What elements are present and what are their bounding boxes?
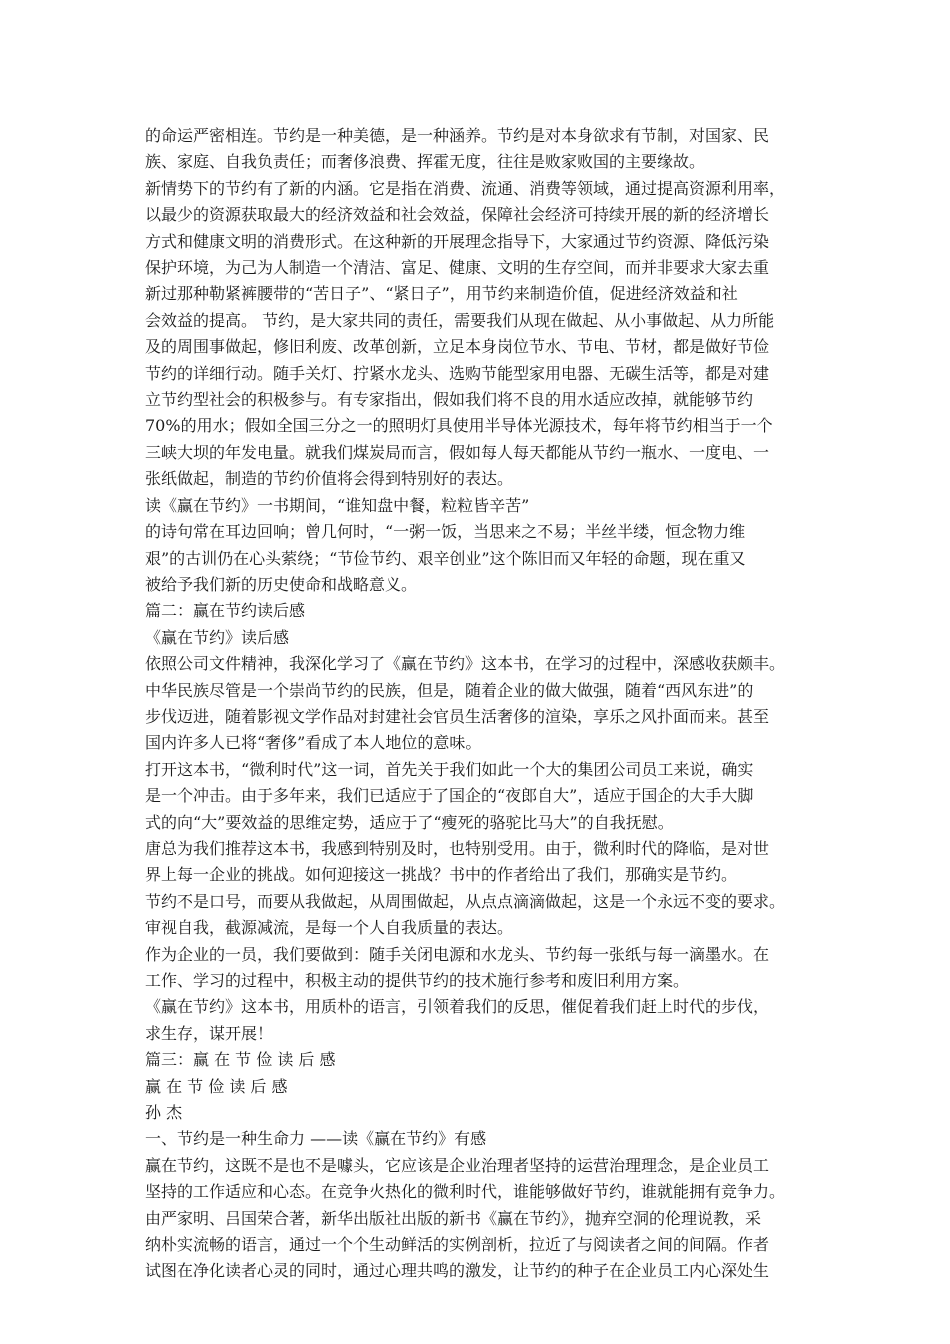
text-line: 作为企业的一员，我们要做到：随手关闭电源和水龙头、节约每一张纸与每一滴墨水。在 — [145, 944, 770, 964]
text-line: 新过那种勒紧裤腰带的“苦日子”、“紧日子”，用节约来制造价值，促进经济效益和社 — [145, 284, 738, 304]
text-line: 式的向“大”要效益的思维定势，适应于了“瘦死的骆驼比马大”的自我抚慰。 — [145, 812, 674, 832]
text-line: 立节约型社会的积极参与。有专家指出，假如我们将不良的用水适应改掉，就能够节约 — [145, 390, 754, 410]
document-page — [145, 123, 815, 1285]
text-line: 以最少的资源获取最大的经济效益和社会效益，保障社会经济可持续开展的新的经济增长 — [145, 205, 770, 225]
text-line: 篇三：赢 在 节 俭 读 后 感 — [145, 1050, 336, 1070]
text-line: 节约的详细行动。随手关灯、拧紧水龙头、选购节能型家用电器、无碳生活等，都是对建 — [145, 363, 770, 383]
text-line: 被给予我们新的历史使命和战略意义。 — [145, 574, 418, 594]
text-line: 赢 在 节 俭 读 后 感 — [145, 1076, 288, 1096]
text-line: 《赢在节约》读后感 — [145, 627, 290, 647]
text-line: 及的周围事做起，修旧利废、改革创新，立足本身岗位节水、节电、节材，都是做好节俭 — [145, 337, 770, 357]
text-line: 纳朴实流畅的语言，通过一个个生动鲜活的实例剖析，拉近了与阅读者之间的间隔。作者 — [145, 1235, 770, 1255]
text-line: 会效益的提高。 节约，是大家共同的责任，需要我们从现在做起、从小事做起、从力所能 — [145, 310, 775, 330]
text-line: 赢在节约，这既不是也不是噱头，它应该是企业治理者坚持的运营治理理念，是企业员工 — [145, 1155, 770, 1175]
text-line: 求生存，谋开展！ — [145, 1023, 274, 1043]
text-line: 族、家庭、自我负责任；而奢侈浪费、挥霍无度，往往是败家败国的主要缘故。 — [145, 152, 706, 172]
text-line: 打开这本书，“微利时代”这一词，首先关于我们如此一个大的集团公司员工来说，确实 — [145, 759, 754, 779]
text-line: 保护环境，为己为人制造一个清洁、富足、健康、文明的生存空间，而并非要求大家去重 — [145, 258, 770, 278]
text-line: 工作、学习的过程中，积极主动的提供节约的技术施行参考和废旧利用方案。 — [145, 971, 690, 990]
text-line: 国内许多人已将“奢侈”看成了本人地位的意味。 — [145, 733, 482, 753]
text-line: 的命运严密相连。节约是一种美德，是一种涵养。节约是对本身欲求有节制，对国家、民 — [145, 126, 770, 145]
text-line: 步伐迈进，随着影视文学作品对封建社会官员生活奢侈的渲染，享乐之风扑面而来。甚至 — [145, 706, 770, 726]
text-line: 节约不是口号，而要从我做起，从周围做起，从点点滴滴做起，这是一个永远不变的要求。 — [145, 891, 786, 911]
text-line: 唐总为我们推荐这本书，我感到特别及时，也特别受用。由于，微利时代的降临，是对世 — [145, 838, 770, 858]
text-line: 一、节约是一种生命力 ——读《赢在节约》有感 — [145, 1129, 487, 1149]
text-line: 依照公司文件精神，我深化学习了《赢在节约》这本书，在学习的过程中，深感收获颇丰。 — [145, 654, 786, 674]
text-line: 试图在净化读者心灵的同时，通过心理共鸣的激发，让节约的种子在企业员工内心深处生 — [145, 1261, 770, 1281]
text-line: 孙 杰 — [145, 1103, 183, 1123]
text-line: 方式和健康文明的消费形式。在这种新的开展理念指导下，大家通过节约资源、降低污染 — [145, 231, 770, 251]
text-line: 70%的用水；假如全国三分之一的照明灯具使用半导体光源技术，每年将节约相当于一个 — [145, 416, 773, 436]
text-line: 三峡大坝的年发电量。就我们煤炭局而言，假如每人每天都能从节约一瓶水、一度电、一 — [145, 442, 770, 462]
text-line: 的诗句常在耳边回响；曾几何时，“一粥一饭，当思来之不易；半丝半缕，恒念物力维 — [145, 522, 746, 542]
text-line: 审视自我，截源减流，是每一个人自我质量的表达。 — [145, 918, 514, 938]
text-line: 艰”的古训仍在心头萦绕；“节俭节约、艰辛创业”这个陈旧而又年轻的命题，现在重又 — [145, 548, 746, 568]
text-line: 读《赢在节约》一书期间，“谁知盘中餐，粒粒皆辛苦” — [145, 495, 530, 515]
text-line: 《赢在节约》这本书，用质朴的语言，引领着我们的反思，催促着我们赶上时代的步伐， — [145, 997, 770, 1017]
text-line: 界上每一企业的挑战。如何迎接这一挑战？书中的作者给出了我们，那确实是节约。 — [145, 865, 738, 885]
text-line: 是一个冲击。由于多年来，我们已适应于了国企的“夜郎自大”，适应于国企的大手大脚 — [145, 786, 754, 806]
text-line: 张纸做起，制造的节约价值将会得到特别好的表达。 — [145, 469, 514, 489]
text-line: 中华民族尽管是一个崇尚节约的民族，但是，随着企业的做大做强，随着“西风东进”的 — [145, 680, 754, 700]
text-line: 由严家明、吕国荣合著，新华出版社出版的新书《赢在节约》，抛弃空洞的伦理说教，采 — [145, 1208, 762, 1228]
text-line: 篇二：赢在节约读后感 — [145, 601, 306, 621]
text-line: 坚持的工作适应和心态。在竞争火热化的微利时代，谁能够做好节约，谁就能拥有竞争力。 — [145, 1182, 786, 1202]
text-line: 新情势下的节约有了新的内涵。它是指在消费、流通、消费等领域，通过提高资源利用率， — [145, 178, 786, 198]
